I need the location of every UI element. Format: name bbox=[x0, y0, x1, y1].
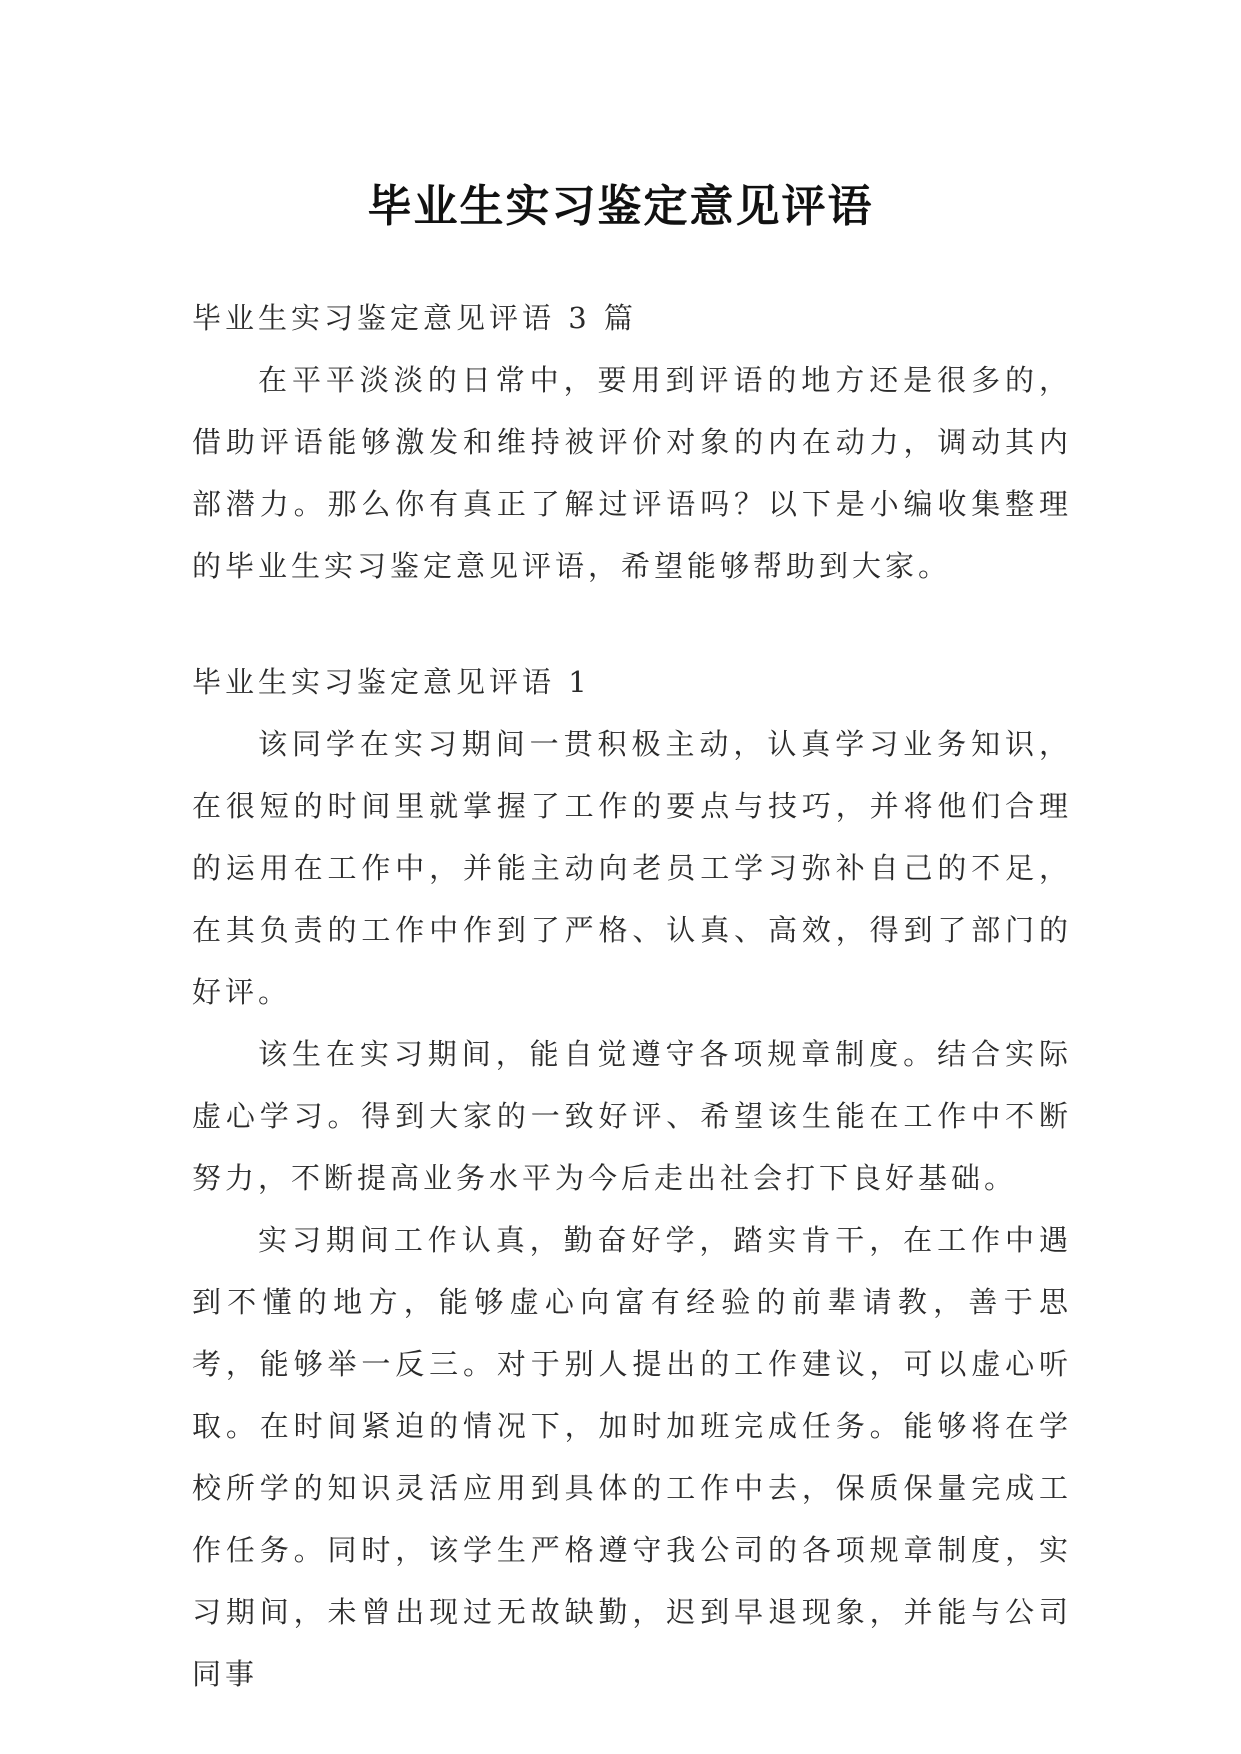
body-paragraph: 该生在实习期间，能自觉遵守各项规章制度。结合实际虚心学习。得到大家的一致好评、希望该生能在工作中不断努力，不断提高业务水平为今后走出社会打下良好基础。 bbox=[192, 1037, 1072, 1195]
intro-heading: 毕业生实习鉴定意见评语 3 篇 bbox=[192, 301, 637, 335]
body-paragraph: 该同学在实习期间一贯积极主动，认真学习业务知识，在很短的时间里就掌握了工作的要点与技巧，并将他们合理的运用在工作中，并能主动向老员工学习弥补自己的不足，在其负责的工作中作到了严格、认真、高效，得到了部门的好评。 bbox=[192, 727, 1072, 1009]
section-spacer bbox=[192, 597, 1072, 651]
body-paragraph: 实习期间工作认真，勤奋好学，踏实肯干，在工作中遇到不懂的地方，能够虚心向富有经验的前辈请教，善于思考，能够举一反三。对于别人提出的工作建议，可以虚心听取。在时间紧迫的情况下，加时加班完成任务。能够将在学校所学的知识灵活应用到具体的工作中去，保质保量完成工作任务。同时，该学生严格遵守我公司的各项规章制度，实习期间，未曾出现过无故缺勤，迟到早退现象，并能与公司同事 bbox=[192, 1223, 1072, 1691]
intro-paragraph: 在平平淡淡的日常中，要用到评语的地方还是很多的，借助评语能够激发和维持被评价对象的内在动力，调动其内部潜力。那么你有真正了解过评语吗？以下是小编收集整理的毕业生实习鉴定意见评语，希望能够帮助到大家。 bbox=[192, 363, 1072, 583]
section-heading: 毕业生实习鉴定意见评语 1 bbox=[192, 665, 591, 699]
document-body bbox=[192, 287, 1072, 1705]
page-title: 毕业生实习鉴定意见评语 bbox=[367, 181, 874, 233]
